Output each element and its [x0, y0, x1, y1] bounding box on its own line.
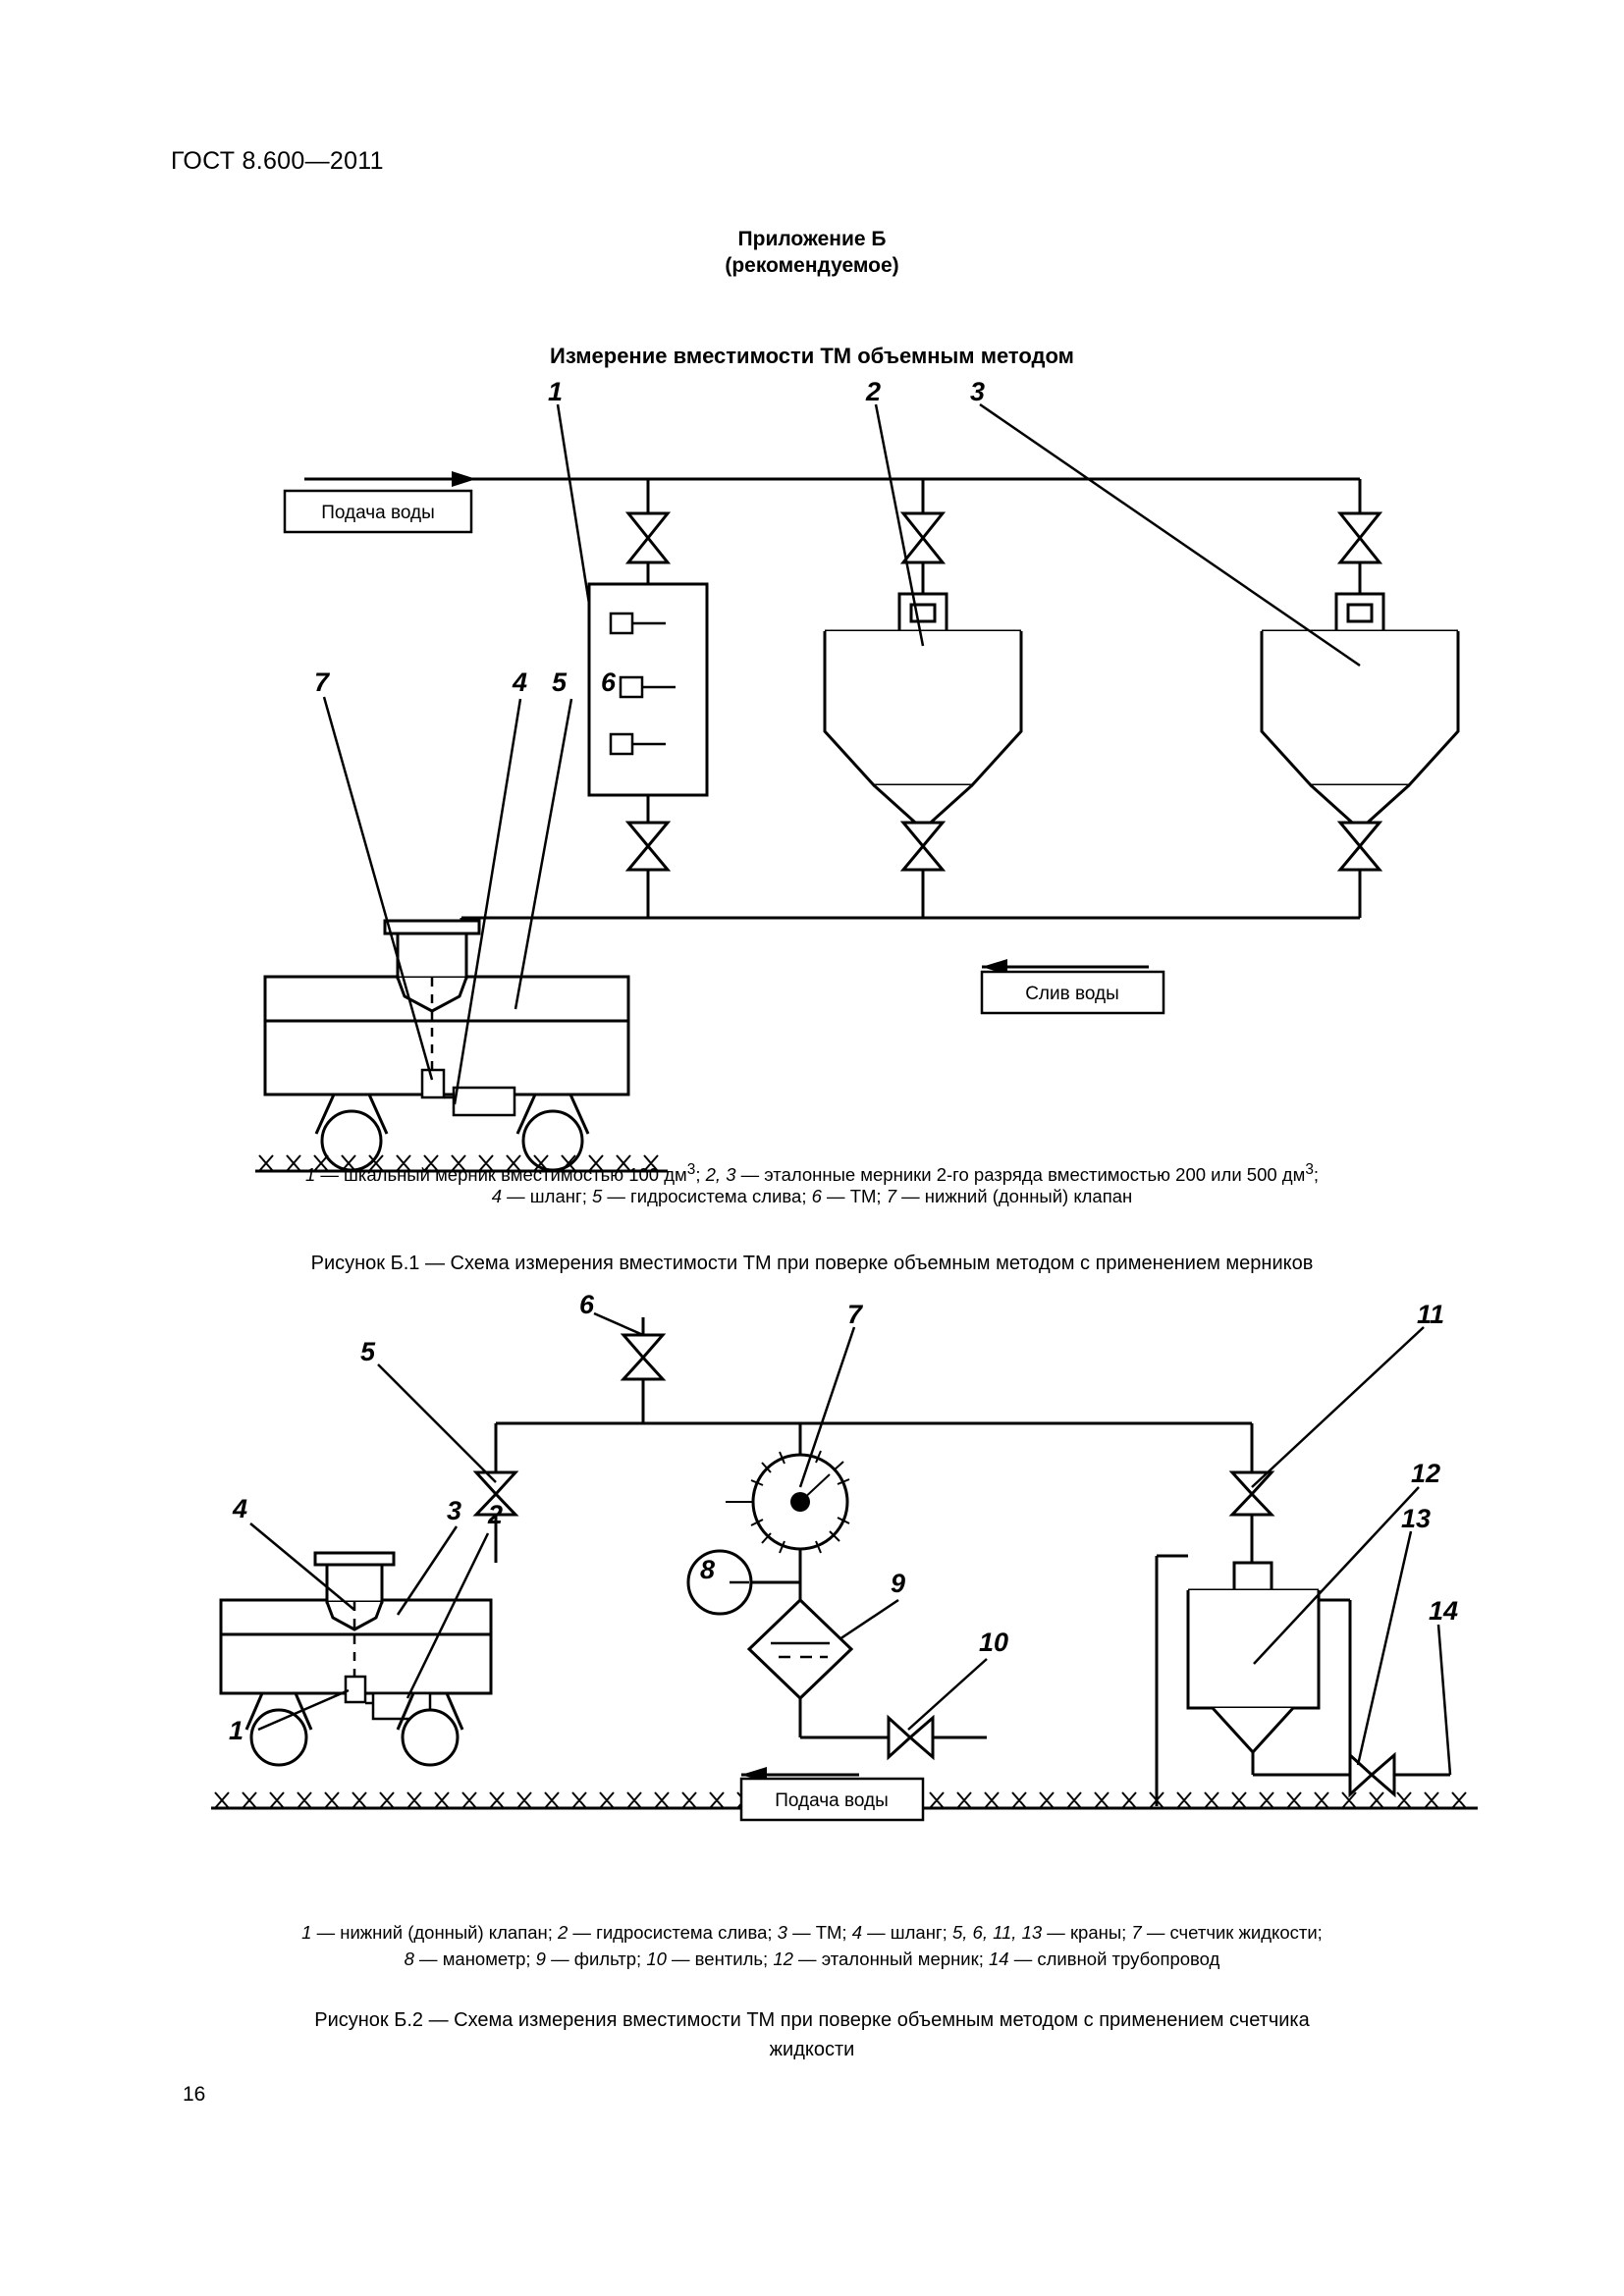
figure-b2: [211, 1290, 1478, 1914]
section-title: Измерение вместимости ТМ объемным методом: [550, 344, 1074, 368]
callout-2: 2: [866, 377, 882, 406]
drain-label: Слив воды: [1025, 984, 1119, 1004]
callout-1: 1: [548, 377, 564, 406]
figure-b1: [295, 377, 1424, 1168]
callout-7: 7: [314, 667, 330, 697]
annex-title: Приложение Б: [737, 228, 887, 250]
supply-label-box-2: [741, 1779, 923, 1820]
callout2-11: 11: [1417, 1300, 1445, 1329]
figure-b1-legend-2: 4 — шланг; 5 — гидросистема слива; 6 — ТМ; 7 — нижний (донный) клапан: [491, 1186, 1133, 1206]
drain-label-box: [982, 972, 1164, 1013]
callout2-9: 9: [891, 1569, 906, 1598]
callout-5: 5: [552, 667, 568, 697]
callout2-1: 1: [229, 1716, 244, 1745]
callout2-14: 14: [1429, 1596, 1459, 1626]
callout2-2: 2: [488, 1500, 504, 1529]
callout2-7: 7: [847, 1300, 863, 1329]
callout2-4: 4: [233, 1494, 248, 1523]
figure-b2-legend-2: 8 — манометр; 9 — фильтр; 10 — вентиль; 12 — эталонный мерник; 14 — сливной трубопровод: [404, 1949, 1220, 1969]
callout2-12: 12: [1411, 1459, 1441, 1488]
figure-b1-svg: [295, 377, 1424, 1168]
callout2-6: 6: [579, 1290, 595, 1319]
annex-subtitle: (рекомендуемое): [725, 254, 899, 277]
callout2-3: 3: [447, 1496, 462, 1525]
supply-label: Подача воды: [321, 503, 435, 523]
figure-b1-legend-1: 1 — шкальный мерник вместимостью 100 $дм^3$; 2, 3 — эталонные мерники 2-го разряда вместимостью 200 или 500 $дм^3$;: [304, 1161, 1320, 1186]
callout2-10: 10: [979, 1628, 1009, 1657]
figure-b1-caption: Рисунок Б.1 — Схема измерения вместимости ТМ при поверке объемным методом с применением мерников: [310, 1253, 1314, 1274]
callout2-13: 13: [1401, 1504, 1432, 1533]
page-number: 16: [183, 2083, 206, 2106]
supply-label-box: [285, 491, 471, 532]
figure-b2-legend-1: 1 — нижний (донный) клапан; 2 — гидросистема слива; 3 — ТМ; 4 — шланг; 5, 6, 11, 13 — краны; 7 — счетчик жидкости;: [301, 1922, 1323, 1943]
callout-3: 3: [970, 377, 986, 406]
callout-4: 4: [513, 667, 528, 697]
figure-b2-svg: [211, 1290, 1478, 1914]
supply-label-2: Подача воды: [775, 1790, 889, 1811]
callout2-5: 5: [360, 1337, 376, 1366]
callout2-8: 8: [700, 1555, 716, 1584]
figure-b2-caption-1: Рисунок Б.2 — Схема измерения вместимости ТМ при поверке объемным методом с применением счетчика: [314, 2009, 1310, 2031]
standard-header: ГОСТ 8.600—2011: [171, 147, 384, 175]
figure-b2-caption-2: жидкости: [769, 2039, 855, 2060]
callout-6: 6: [601, 667, 617, 697]
